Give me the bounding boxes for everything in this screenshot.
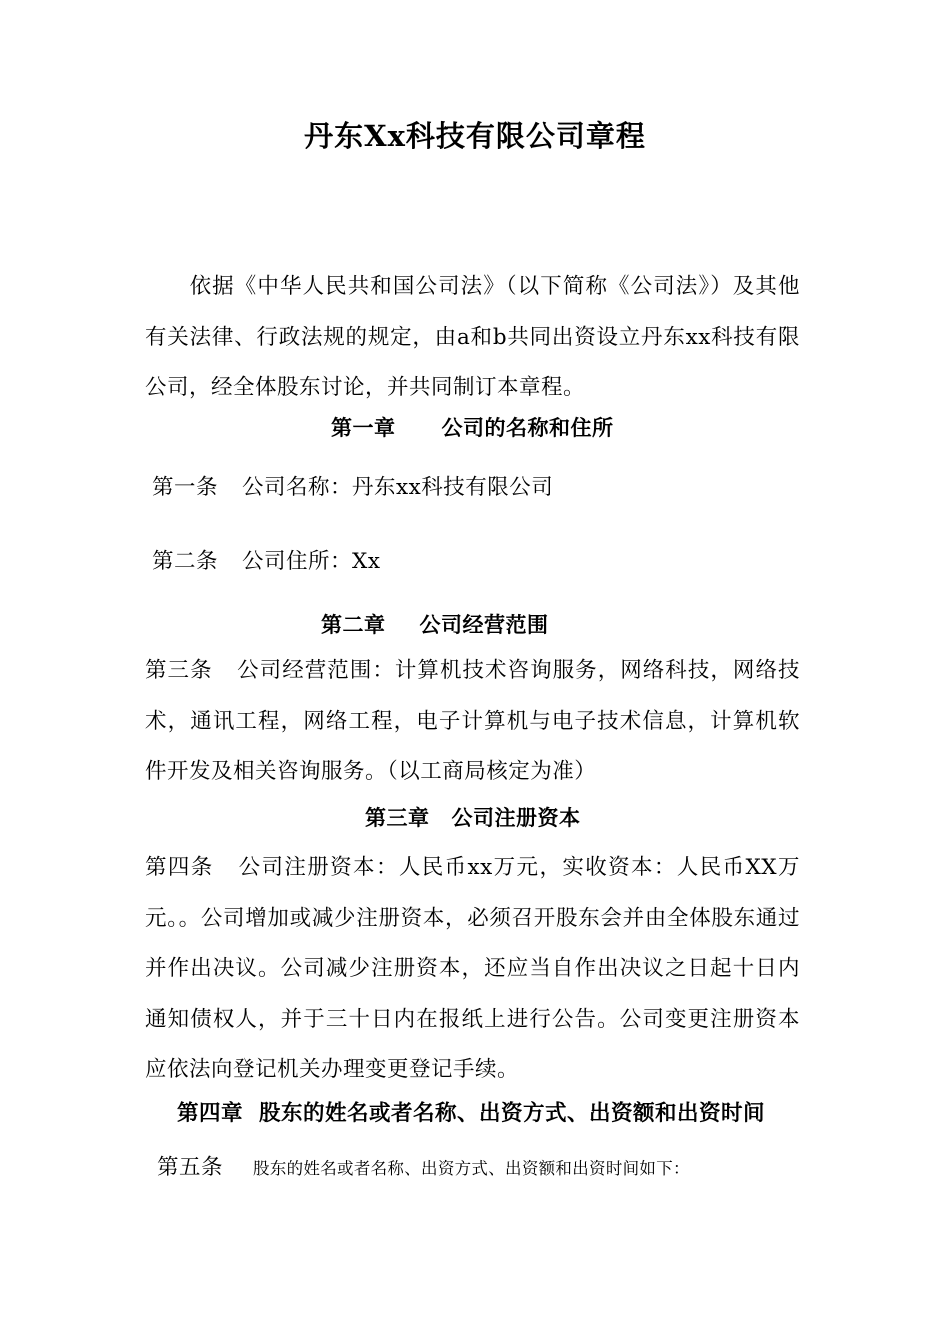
chapter-number: 第二章 bbox=[321, 612, 386, 637]
chapter-heading bbox=[331, 412, 614, 444]
chapter-heading bbox=[321, 609, 549, 641]
article-number: 第四条 bbox=[145, 855, 214, 880]
chapter-number: 第一章 bbox=[331, 415, 396, 440]
chapter-title: 公司经营范围 bbox=[419, 612, 549, 637]
chapter-number: 第三章 bbox=[365, 805, 430, 830]
preamble-paragraph bbox=[145, 262, 800, 414]
article-text: 公司注册资本：人民币xx万元，实收资本：人民币XX万元。。公司增加或减少注册资本，必须召开股东会并由全体股东通过并作出决议。公司减少注册资本，还应当自作出决议之日起十日内通知债权人，并于三十日内在报纸上进行公告。公司变更注册资本应依法向登记机关办理变更登记手续。 bbox=[145, 855, 800, 1082]
article-paragraph bbox=[145, 646, 800, 798]
article-number: 第三条 bbox=[145, 658, 213, 683]
article-number: 第二条 bbox=[152, 549, 219, 574]
chapter-title: 公司的名称和住所 bbox=[441, 415, 614, 440]
article bbox=[152, 546, 380, 578]
preamble-text: 依据《中华人民共和国公司法》（以下简称《公司法》）及其他有关法律、行政法规的规定，由a和b共同出资设立丹东xx科技有限公司，经全体股东讨论，并共同制订本章程。 bbox=[145, 274, 800, 400]
document-title: 丹东Xx科技有限公司章程 bbox=[304, 119, 646, 153]
article-text: 股东的姓名或者名称、出资方式、出资额和出资时间如下： bbox=[253, 1159, 690, 1178]
chapter-number: 第四章 bbox=[177, 1101, 244, 1126]
article-number: 第一条 bbox=[152, 475, 219, 500]
article-text: 公司住所：Xx bbox=[242, 549, 381, 574]
article bbox=[152, 472, 553, 504]
article-text: 公司名称：丹东xx科技有限公司 bbox=[242, 475, 554, 500]
article-number: 第五条 bbox=[157, 1155, 224, 1180]
article-paragraph bbox=[145, 843, 800, 1096]
chapter-heading bbox=[365, 802, 581, 834]
article bbox=[157, 1152, 690, 1185]
chapter-title: 公司注册资本 bbox=[451, 805, 581, 830]
chapter-heading bbox=[177, 1098, 765, 1130]
article-text: 公司经营范围：计算机技术咨询服务，网络科技，网络技术，通讯工程，网络工程，电子计算机与电子技术信息，计算机软件开发及相关咨询服务。（以工商局核定为准） bbox=[145, 658, 800, 784]
chapter-title: 股东的姓名或者名称、出资方式、出资额和出资时间 bbox=[259, 1101, 766, 1126]
